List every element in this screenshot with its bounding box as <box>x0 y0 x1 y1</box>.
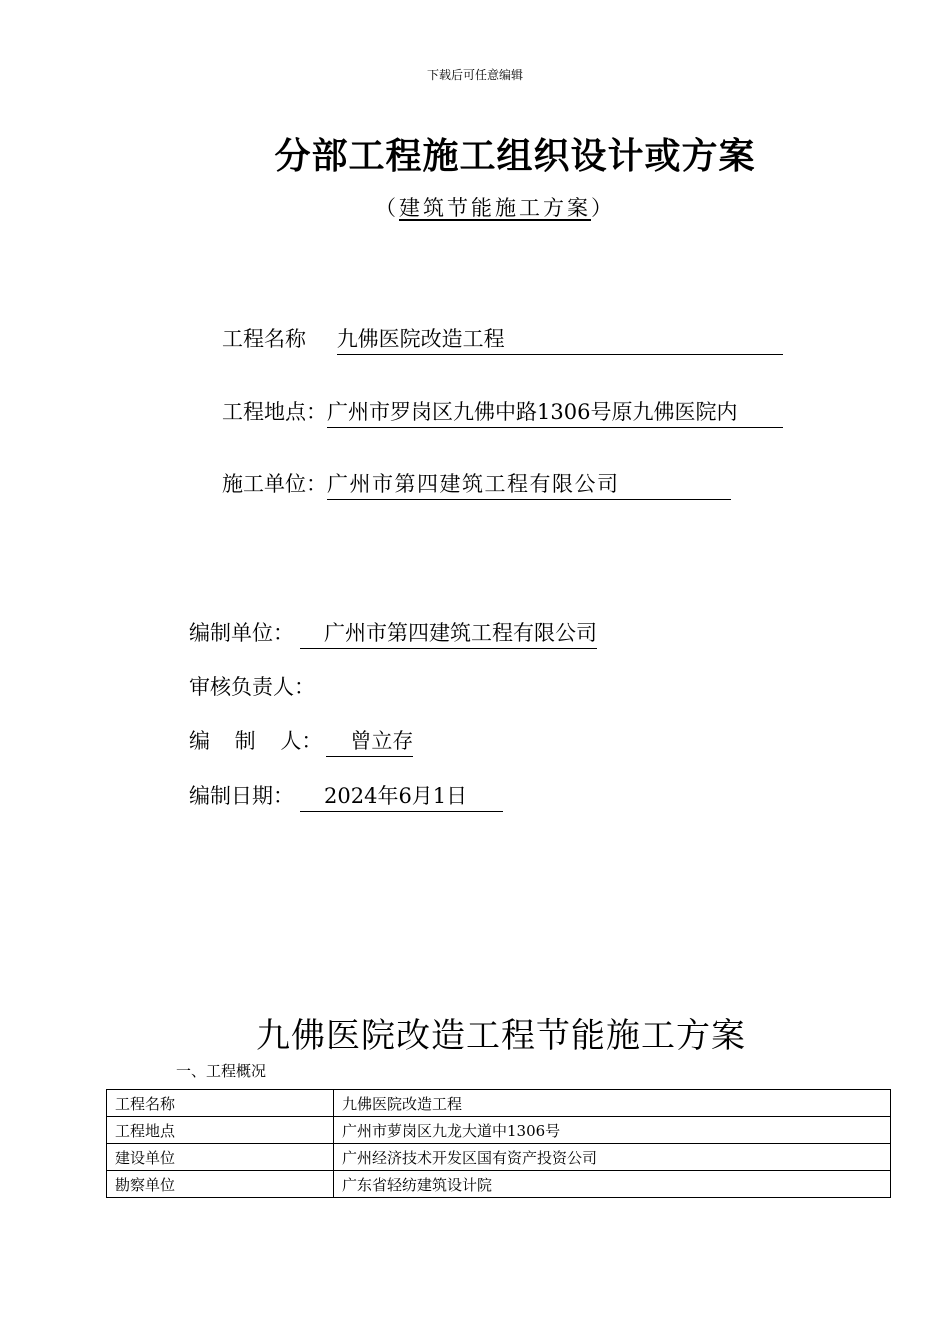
table-cell-key: 勘察单位 <box>107 1171 334 1198</box>
table-cell-value: 广州经济技术开发区国有资产投资公司 <box>334 1144 891 1171</box>
section-heading-overview: 一、工程概况 <box>176 1062 267 1080</box>
table-cell-key: 工程地点 <box>107 1117 334 1144</box>
subtitle-open-paren: （ <box>375 196 399 220</box>
construction-unit-row <box>222 471 731 500</box>
document-title: 九佛医院改造工程节能施工方案 <box>256 1016 746 1056</box>
project-name-row <box>222 326 783 355</box>
table-cell-value: 广州市萝岗区九龙大道中1306号 <box>334 1117 891 1144</box>
reviewer-label: 审核负责人： <box>189 675 315 699</box>
construction-unit-label: 施工单位： <box>222 472 327 496</box>
reviewer-row <box>189 674 315 700</box>
table-row <box>107 1117 891 1144</box>
subtitle-text: 建筑节能施工方案 <box>399 196 591 220</box>
table-row <box>107 1090 891 1117</box>
table-cell-key: 工程名称 <box>107 1090 334 1117</box>
project-location-row <box>222 399 783 428</box>
overview-table-body <box>107 1090 891 1198</box>
table-cell-value: 九佛医院改造工程 <box>334 1090 891 1117</box>
overview-table <box>106 1089 891 1198</box>
project-location-value: 广州市罗岗区九佛中路1306号原九佛医院内 <box>327 399 783 428</box>
date-row <box>189 783 503 812</box>
table-row <box>107 1144 891 1171</box>
project-location-label: 工程地点： <box>222 400 327 424</box>
project-name-value: 九佛医院改造工程 <box>337 326 783 355</box>
cover-subtitle <box>0 192 950 222</box>
author-value: 曾立存 <box>326 728 413 757</box>
subtitle-close-paren: ） <box>591 196 615 220</box>
author-row <box>189 728 413 757</box>
prepared-by-unit-row <box>189 620 597 649</box>
project-name-label: 工程名称 <box>222 327 306 351</box>
table-row <box>107 1171 891 1198</box>
date-label: 编制日期： <box>189 784 294 808</box>
prepared-by-unit-value: 广州市第四建筑工程有限公司 <box>300 620 597 649</box>
table-cell-value: 广东省轻纺建筑设计院 <box>334 1171 891 1198</box>
header-note: 下载后可任意编辑 <box>426 68 523 82</box>
author-label: 编 制 人： <box>189 729 323 753</box>
construction-unit-value: 广州市第四建筑工程有限公司 <box>327 471 731 500</box>
date-value: 2024年6月1日 <box>300 783 503 812</box>
table-cell-key: 建设单位 <box>107 1144 334 1171</box>
cover-title: 分部工程施工组织设计或方案 <box>274 135 756 177</box>
prepared-by-unit-label: 编制单位： <box>189 621 294 645</box>
